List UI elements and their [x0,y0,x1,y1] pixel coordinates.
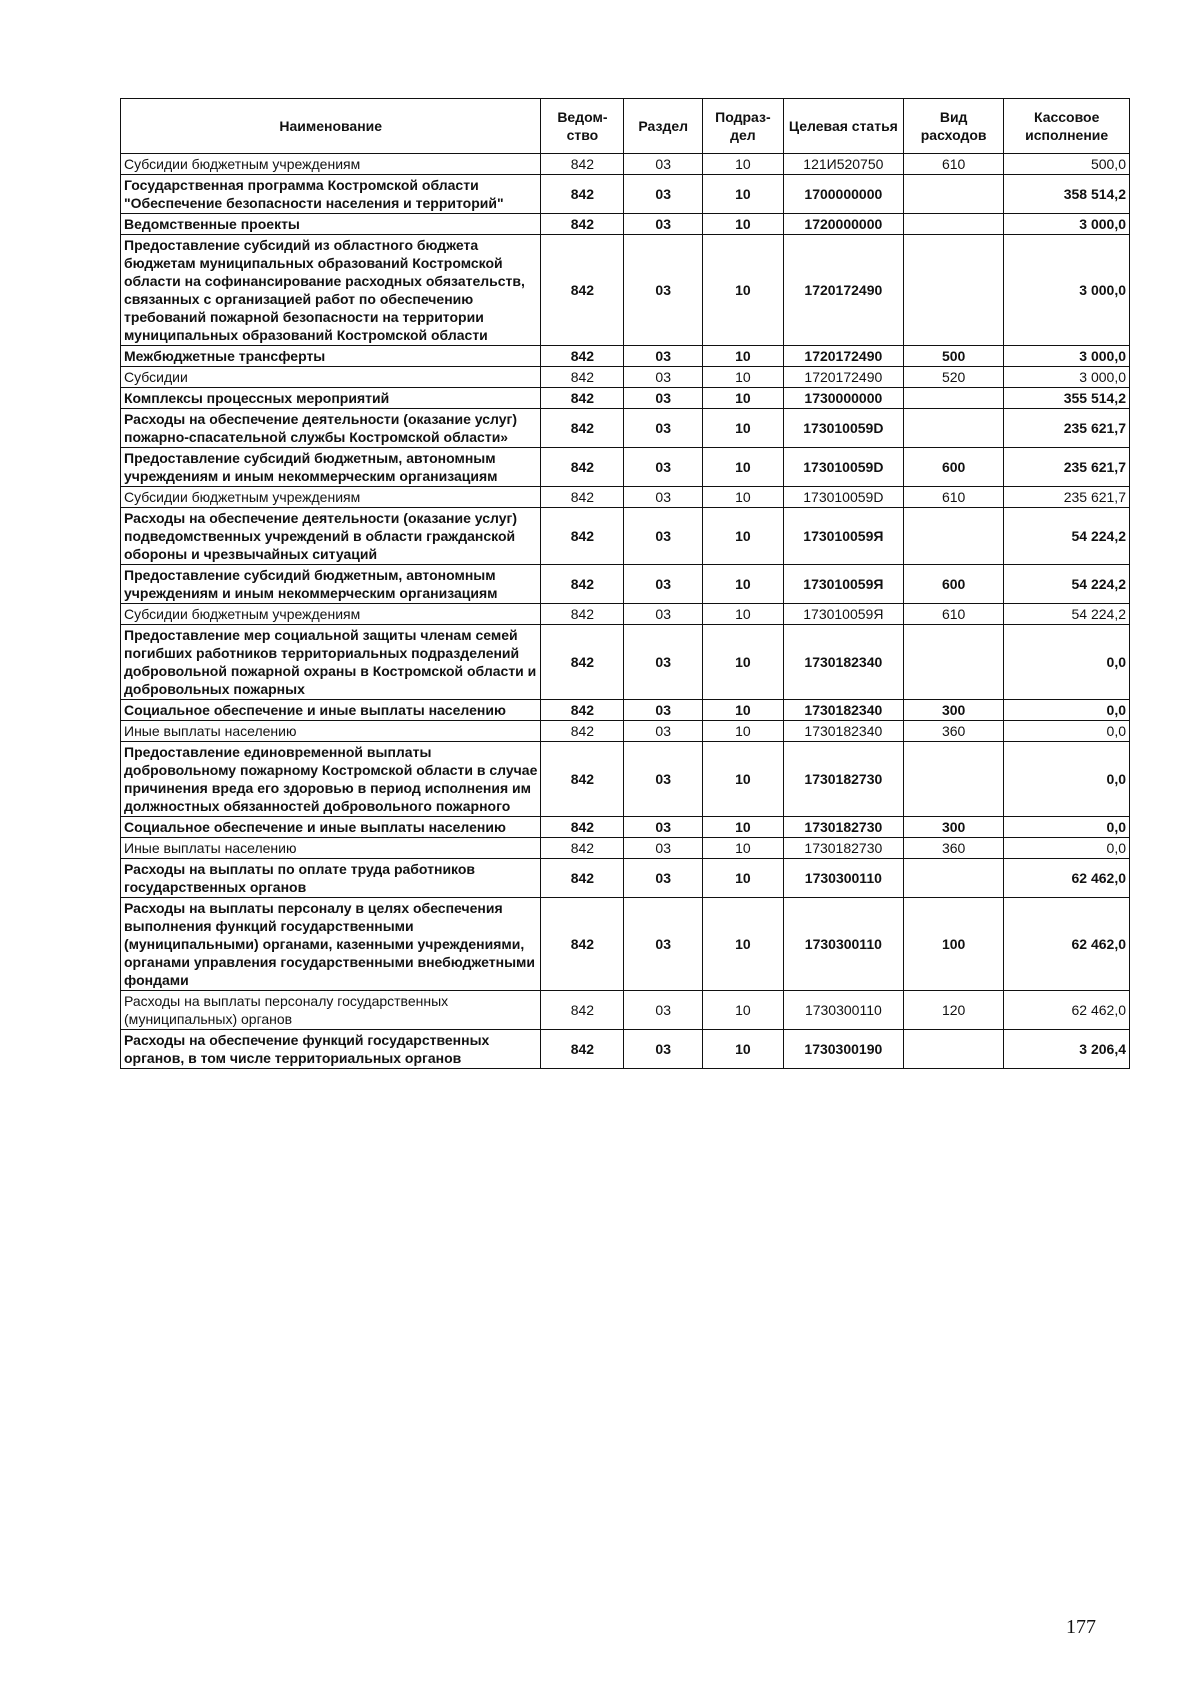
cell-amount: 235 621,7 [1004,409,1130,448]
cell-ved: 842 [541,367,624,388]
cell-target: 1730300110 [783,898,903,991]
cell-razdel: 03 [624,700,703,721]
cell-target: 1730182340 [783,721,903,742]
cell-name: Субсидии [121,367,541,388]
cell-ved: 842 [541,604,624,625]
header-podrazdel: Подраз-дел [703,99,784,154]
header-target: Целевая статья [783,99,903,154]
cell-target: 1730300190 [783,1030,903,1069]
cell-vid [903,508,1003,565]
table-row [121,409,1130,448]
cell-podrazdel: 10 [703,154,784,175]
cell-target: 1730300110 [783,859,903,898]
cell-name: Предоставление мер социальной защиты членам семей погибших работников территориальных подразделений добровольной пожарной охраны в Костромской области и добровольных пожарных [121,625,541,700]
cell-amount: 3 000,0 [1004,235,1130,346]
cell-razdel: 03 [624,991,703,1030]
cell-podrazdel: 10 [703,487,784,508]
cell-target: 173010059D [783,409,903,448]
cell-target: 1720172490 [783,367,903,388]
cell-ved: 842 [541,448,624,487]
table-row [121,721,1130,742]
table-row [121,388,1130,409]
cell-ved: 842 [541,838,624,859]
cell-target: 1720172490 [783,346,903,367]
cell-name: Ведомственные проекты [121,214,541,235]
table-row [121,991,1130,1030]
cell-podrazdel: 10 [703,817,784,838]
table-row [121,859,1130,898]
cell-podrazdel: 10 [703,700,784,721]
cell-amount: 54 224,2 [1004,565,1130,604]
header-ved: Ведом-ство [541,99,624,154]
cell-amount: 0,0 [1004,625,1130,700]
cell-ved: 842 [541,742,624,817]
table-row [121,604,1130,625]
cell-vid: 300 [903,700,1003,721]
cell-vid [903,388,1003,409]
cell-razdel: 03 [624,1030,703,1069]
cell-razdel: 03 [624,604,703,625]
cell-podrazdel: 10 [703,565,784,604]
cell-amount: 500,0 [1004,154,1130,175]
cell-amount: 54 224,2 [1004,604,1130,625]
cell-name: Межбюджетные трансферты [121,346,541,367]
cell-target: 173010059D [783,448,903,487]
cell-vid [903,859,1003,898]
cell-target: 1730182730 [783,838,903,859]
table-row [121,700,1130,721]
cell-target: 173010059Я [783,565,903,604]
cell-podrazdel: 10 [703,367,784,388]
cell-target: 1730182340 [783,625,903,700]
cell-vid: 360 [903,721,1003,742]
cell-amount: 3 000,0 [1004,346,1130,367]
table-row [121,346,1130,367]
cell-razdel: 03 [624,859,703,898]
cell-vid: 120 [903,991,1003,1030]
cell-razdel: 03 [624,409,703,448]
cell-podrazdel: 10 [703,604,784,625]
cell-name: Расходы на обеспечение деятельности (оказание услуг) подведомственных учреждений в области гражданской обороны и чрезвычайных ситуаций [121,508,541,565]
cell-amount: 358 514,2 [1004,175,1130,214]
table-row [121,898,1130,991]
cell-razdel: 03 [624,838,703,859]
cell-amount: 3 000,0 [1004,214,1130,235]
cell-razdel: 03 [624,508,703,565]
cell-target: 1720000000 [783,214,903,235]
cell-amount: 0,0 [1004,742,1130,817]
cell-amount: 3 206,4 [1004,1030,1130,1069]
cell-name: Предоставление субсидий из областного бюджета бюджетам муниципальных образований Костромской области на софинансирование расходных обязательств, связанных с организацией работ по обеспечению требований пожарной безопасности на территории муниципальных образований Костромской области [121,235,541,346]
cell-target: 121И520750 [783,154,903,175]
cell-name: Расходы на выплаты персоналу в целях обеспечения выполнения функций государственными (муниципальными) органами, казенными учреждениями, органами управления государственными внебюджетными фондами [121,898,541,991]
cell-vid: 300 [903,817,1003,838]
cell-ved: 842 [541,214,624,235]
cell-vid: 610 [903,487,1003,508]
cell-vid [903,742,1003,817]
cell-ved: 842 [541,1030,624,1069]
cell-name: Расходы на обеспечение деятельности (оказание услуг) пожарно-спасательной службы Костромской области» [121,409,541,448]
cell-razdel: 03 [624,565,703,604]
cell-podrazdel: 10 [703,508,784,565]
cell-name: Иные выплаты населению [121,721,541,742]
cell-podrazdel: 10 [703,388,784,409]
cell-podrazdel: 10 [703,898,784,991]
cell-name: Расходы на выплаты персоналу государственных (муниципальных) органов [121,991,541,1030]
cell-ved: 842 [541,346,624,367]
header-amount: Кассовое исполнение [1004,99,1130,154]
table-row [121,508,1130,565]
cell-podrazdel: 10 [703,346,784,367]
cell-razdel: 03 [624,817,703,838]
cell-podrazdel: 10 [703,838,784,859]
cell-podrazdel: 10 [703,214,784,235]
cell-podrazdel: 10 [703,448,784,487]
cell-name: Расходы на обеспечение функций государственных органов, в том числе территориальных органов [121,1030,541,1069]
cell-ved: 842 [541,898,624,991]
cell-ved: 842 [541,859,624,898]
cell-vid: 500 [903,346,1003,367]
cell-amount: 62 462,0 [1004,991,1130,1030]
cell-amount: 54 224,2 [1004,508,1130,565]
cell-vid [903,1030,1003,1069]
cell-target: 1730300110 [783,991,903,1030]
cell-razdel: 03 [624,175,703,214]
table-row [121,742,1130,817]
cell-ved: 842 [541,175,624,214]
cell-amount: 355 514,2 [1004,388,1130,409]
cell-vid: 520 [903,367,1003,388]
cell-ved: 842 [541,235,624,346]
cell-razdel: 03 [624,721,703,742]
cell-razdel: 03 [624,154,703,175]
cell-razdel: 03 [624,346,703,367]
cell-razdel: 03 [624,742,703,817]
cell-target: 1700000000 [783,175,903,214]
header-razdel: Раздел [624,99,703,154]
cell-ved: 842 [541,154,624,175]
cell-ved: 842 [541,721,624,742]
cell-name: Иные выплаты населению [121,838,541,859]
cell-razdel: 03 [624,625,703,700]
cell-ved: 842 [541,409,624,448]
cell-name: Комплексы процессных мероприятий [121,388,541,409]
cell-ved: 842 [541,700,624,721]
cell-amount: 0,0 [1004,838,1130,859]
cell-amount: 0,0 [1004,817,1130,838]
cell-name: Государственная программа Костромской области "Обеспечение безопасности населения и территорий" [121,175,541,214]
cell-ved: 842 [541,487,624,508]
cell-razdel: 03 [624,235,703,346]
cell-name: Субсидии бюджетным учреждениям [121,154,541,175]
cell-name: Предоставление субсидий бюджетным, автономным учреждениям и иным некоммерческим организациям [121,565,541,604]
cell-ved: 842 [541,388,624,409]
cell-amount: 0,0 [1004,700,1130,721]
table-row [121,625,1130,700]
cell-ved: 842 [541,991,624,1030]
cell-name: Расходы на выплаты по оплате труда работников государственных органов [121,859,541,898]
cell-target: 173010059Я [783,508,903,565]
cell-target: 1730182340 [783,700,903,721]
cell-name: Социальное обеспечение и иные выплаты населению [121,817,541,838]
cell-vid: 600 [903,565,1003,604]
cell-vid [903,235,1003,346]
cell-podrazdel: 10 [703,235,784,346]
table-body [121,154,1130,1069]
cell-podrazdel: 10 [703,625,784,700]
cell-target: 1730182730 [783,742,903,817]
header-name: Наименование [121,99,541,154]
cell-target: 1730000000 [783,388,903,409]
cell-vid [903,625,1003,700]
cell-amount: 3 000,0 [1004,367,1130,388]
table-row [121,154,1130,175]
cell-vid: 610 [903,604,1003,625]
cell-target: 1730182730 [783,817,903,838]
cell-target: 173010059Я [783,604,903,625]
cell-ved: 842 [541,625,624,700]
table-row [121,448,1130,487]
cell-podrazdel: 10 [703,991,784,1030]
cell-razdel: 03 [624,388,703,409]
table-row [121,367,1130,388]
cell-amount: 0,0 [1004,721,1130,742]
cell-podrazdel: 10 [703,175,784,214]
cell-name: Социальное обеспечение и иные выплаты населению [121,700,541,721]
table-row [121,1030,1130,1069]
table-row [121,235,1130,346]
cell-vid: 360 [903,838,1003,859]
cell-vid: 600 [903,448,1003,487]
cell-name: Предоставление единовременной выплаты добровольному пожарному Костромской области в случае причинения вреда его здоровью в период исполнения им должностных обязанностей добровольного пожарного [121,742,541,817]
cell-amount: 235 621,7 [1004,487,1130,508]
cell-name: Предоставление субсидий бюджетным, автономным учреждениям и иным некоммерческим организациям [121,448,541,487]
cell-podrazdel: 10 [703,859,784,898]
cell-podrazdel: 10 [703,409,784,448]
cell-name: Субсидии бюджетным учреждениям [121,487,541,508]
cell-podrazdel: 10 [703,1030,784,1069]
cell-vid [903,175,1003,214]
budget-table [120,98,1130,1069]
cell-ved: 842 [541,817,624,838]
table-row [121,175,1130,214]
cell-razdel: 03 [624,487,703,508]
cell-amount: 62 462,0 [1004,859,1130,898]
cell-target: 1720172490 [783,235,903,346]
table-header-row [121,99,1130,154]
cell-vid: 610 [903,154,1003,175]
cell-ved: 842 [541,565,624,604]
page-number: 177 [1066,1616,1096,1638]
table-row [121,214,1130,235]
header-vid: Вид расходов [903,99,1003,154]
cell-podrazdel: 10 [703,721,784,742]
cell-target: 173010059D [783,487,903,508]
table-row [121,838,1130,859]
cell-amount: 235 621,7 [1004,448,1130,487]
cell-podrazdel: 10 [703,742,784,817]
cell-vid [903,214,1003,235]
table-row [121,817,1130,838]
cell-vid [903,409,1003,448]
cell-razdel: 03 [624,367,703,388]
budget-sheet [120,98,1130,1069]
cell-name: Субсидии бюджетным учреждениям [121,604,541,625]
cell-razdel: 03 [624,448,703,487]
table-row [121,487,1130,508]
cell-ved: 842 [541,508,624,565]
cell-vid: 100 [903,898,1003,991]
cell-amount: 62 462,0 [1004,898,1130,991]
cell-razdel: 03 [624,214,703,235]
cell-razdel: 03 [624,898,703,991]
table-row [121,565,1130,604]
